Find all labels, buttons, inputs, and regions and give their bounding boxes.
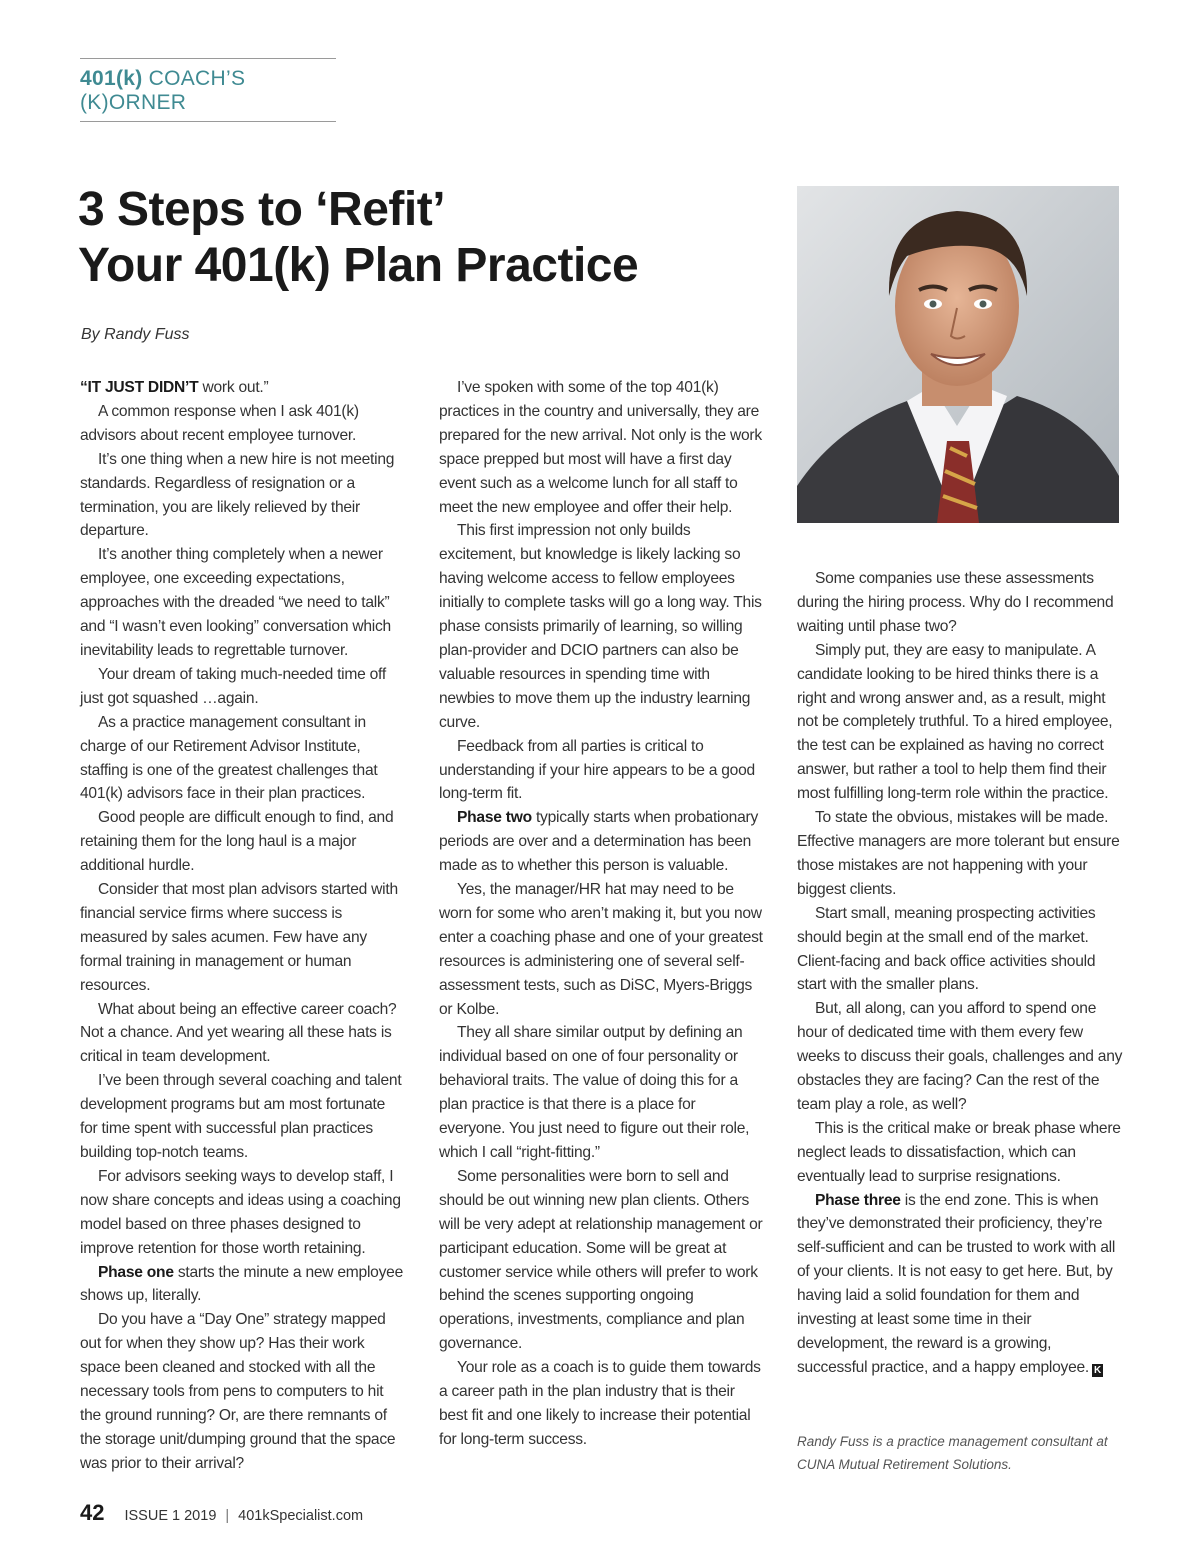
article-headline (78, 182, 778, 294)
opening-rest: work out.” (198, 379, 269, 396)
headline-line-1: 3 Steps to ‘Refit’ (78, 183, 446, 236)
section-header (80, 58, 336, 122)
paragraph: For advisors seeking ways to develop staff, I now share concepts and ideas using a coaching model based on three phases designed to improve retention for those worth retaining. (80, 1167, 401, 1257)
phase-one-lead: Phase one (98, 1263, 174, 1281)
author-bio: Randy Fuss is a practice management consultant at CUNA Mutual Retirement Solutions. (797, 1434, 1108, 1472)
paragraph (797, 1189, 1123, 1380)
paragraph: Your dream of taking much-needed time off just got squashed …again. (80, 665, 386, 707)
opening-lead: “IT JUST DIDN’T (80, 379, 199, 396)
article-column-2 (439, 376, 765, 1452)
paragraph: To state the obvious, mistakes will be made. Effective managers are more tolerant but ensure those mistakes are not happening with your biggest clients. (797, 809, 1120, 898)
paragraph (80, 376, 406, 400)
page-footer (80, 1500, 363, 1526)
byline: By Randy Fuss (81, 326, 190, 343)
phase-three-rest: is the end zone. This is when they’ve demonstrated their proficiency, they’re self-sufficient and can be trusted to work with all of your clients. It is not easy to get here. But, by having laid a solid foundation for them and investing at least some time in their development, the reward is a growing, successful practice, and a happy employee. (797, 1191, 1116, 1376)
paragraph: This is the critical make or break phase where neglect leads to dissatisfaction, which can eventually lead to surprise resignations. (797, 1119, 1121, 1185)
article-column-1 (80, 376, 406, 1476)
phase-two-lead: Phase two (457, 809, 532, 827)
paragraph: Feedback from all parties is critical to understanding if your hire appears to be a good long-term fit. (439, 737, 755, 803)
site-link[interactable]: 401kSpecialist.com (238, 1508, 364, 1524)
paragraph (439, 806, 765, 878)
paragraph: I’ve been through several coaching and talent development programs but am most fortunate for time spent with successful plan practices building top-notch teams. (80, 1072, 402, 1161)
paragraph: As a practice management consultant in charge of our Retirement Advisor Institute, staffing is one of the greatest challenges that 401(k) advisors face in their plan practices. (80, 713, 378, 803)
paragraph: But, all along, can you afford to spend one hour of dedicated time with them every few weeks to discuss their goals, challenges and any obstacles they are facing? Can the rest of the team play a role, as well? (797, 1000, 1123, 1113)
phase-two-rest: typically starts when probationary periods are over and a determination has been made as to whether this person is valuable. (439, 809, 759, 875)
author-photo (797, 186, 1119, 523)
paragraph: Good people are difficult enough to find, and retaining them for the long haul is a major additional hurdle. (80, 809, 394, 875)
paragraph (80, 1261, 406, 1309)
paragraph: They all share similar output by defining an individual based on one of four personality or behavioral traits. The value of doing this for a plan practice is that there is a place for everyone. You just need to figure out their role, which I call “right-fitting.” (439, 1024, 750, 1161)
paragraph: Some personalities were born to sell and should be out winning new plan clients. Others will be very adept at relationship management or participant education. Some will be great at customer service while others will prefer to work behind the scenes supporting ongoing operations, investments, compliance and plan governance. (439, 1167, 763, 1353)
paragraph: Do you have a “Day One” strategy mapped out for when they show up? Has their work space been cleaned and stocked with all the necessary tools from pens to computers to hit the ground running? Or, are there remnants of the storage unit/dumping ground that the space was prior to their arrival? (80, 1311, 396, 1472)
paragraph: It’s one thing when a new hire is not meeting standards. Regardless of resignation or a termination, you are likely relieved by their departure. (80, 450, 395, 540)
paragraph: A common response when I ask 401(k) advisors about recent employee turnover. (80, 402, 359, 444)
section-header-rest: COACH’S (K)ORNER (80, 67, 246, 114)
page-number: 42 (80, 1500, 105, 1525)
paragraph: I’ve spoken with some of the top 401(k) practices in the country and universally, they are prepared for the new arrival. Not only is the work space prepped but most will have a first day event such as a welcome lunch for all staff to meet the new employee and offer their help. (439, 379, 762, 516)
end-mark-icon: K (1092, 1364, 1103, 1377)
paragraph: Some companies use these assessments during the hiring process. Why do I recommend waiting until phase two? (797, 570, 1114, 635)
phase-three-lead: Phase three (815, 1191, 901, 1209)
section-header-bold: 401(k) (80, 67, 143, 90)
paragraph: What about being an effective career coach? Not a chance. And yet wearing all these hats is critical in team development. (80, 1000, 397, 1066)
phase-one-rest: starts the minute a new employee shows up, literally. (80, 1263, 403, 1305)
paragraph: This first impression not only builds excitement, but knowledge is likely lacking so having welcome access to fellow employees initially to complete tasks will go a long way. This phase consists primarily of learning, so willing plan-provider and DCIO partners can also be valuable resources in spending time with newbies to move them up the industry learning curve. (439, 522, 762, 731)
paragraph: It’s another thing completely when a newer employee, one exceeding expectations, approaches with the dreaded “we need to talk” and “I wasn’t even looking” conversation which inevitability leads to regrettable turnover. (80, 546, 391, 659)
paragraph: Start small, meaning prospecting activities should begin at the small end of the market. Client-facing and back office activities should start with the smaller plans. (797, 904, 1096, 994)
paragraph: Yes, the manager/HR hat may need to be worn for some who aren’t making it, but you now enter a coaching phase and one of your greatest resources is administering one of several self-assessment tests, such as DiSC, Myers-Briggs or Kolbe. (439, 881, 763, 1018)
issue-label: ISSUE 1 2019 (124, 1508, 217, 1524)
paragraph: Your role as a coach is to guide them towards a career path in the plan industry that is their best fit and one likely to increase their potential for long-term success. (439, 1359, 761, 1448)
paragraph: Consider that most plan advisors started with financial service firms where success is measured by sales acumen. Few have any formal training in management or human resources. (80, 881, 398, 994)
footer-separator: | (225, 1508, 230, 1524)
article-column-3 (797, 567, 1123, 1380)
headline-line-2: Your 401(k) Plan Practice (78, 239, 639, 292)
paragraph: Simply put, they are easy to manipulate. A candidate looking to be hired thinks there is a right and wrong answer and, as a result, might not be completely truthful. To a hired employee, the test can be explained as having no correct answer, but rather a tool to help them find their most fulfilling long-term role within the practice. (797, 641, 1113, 803)
